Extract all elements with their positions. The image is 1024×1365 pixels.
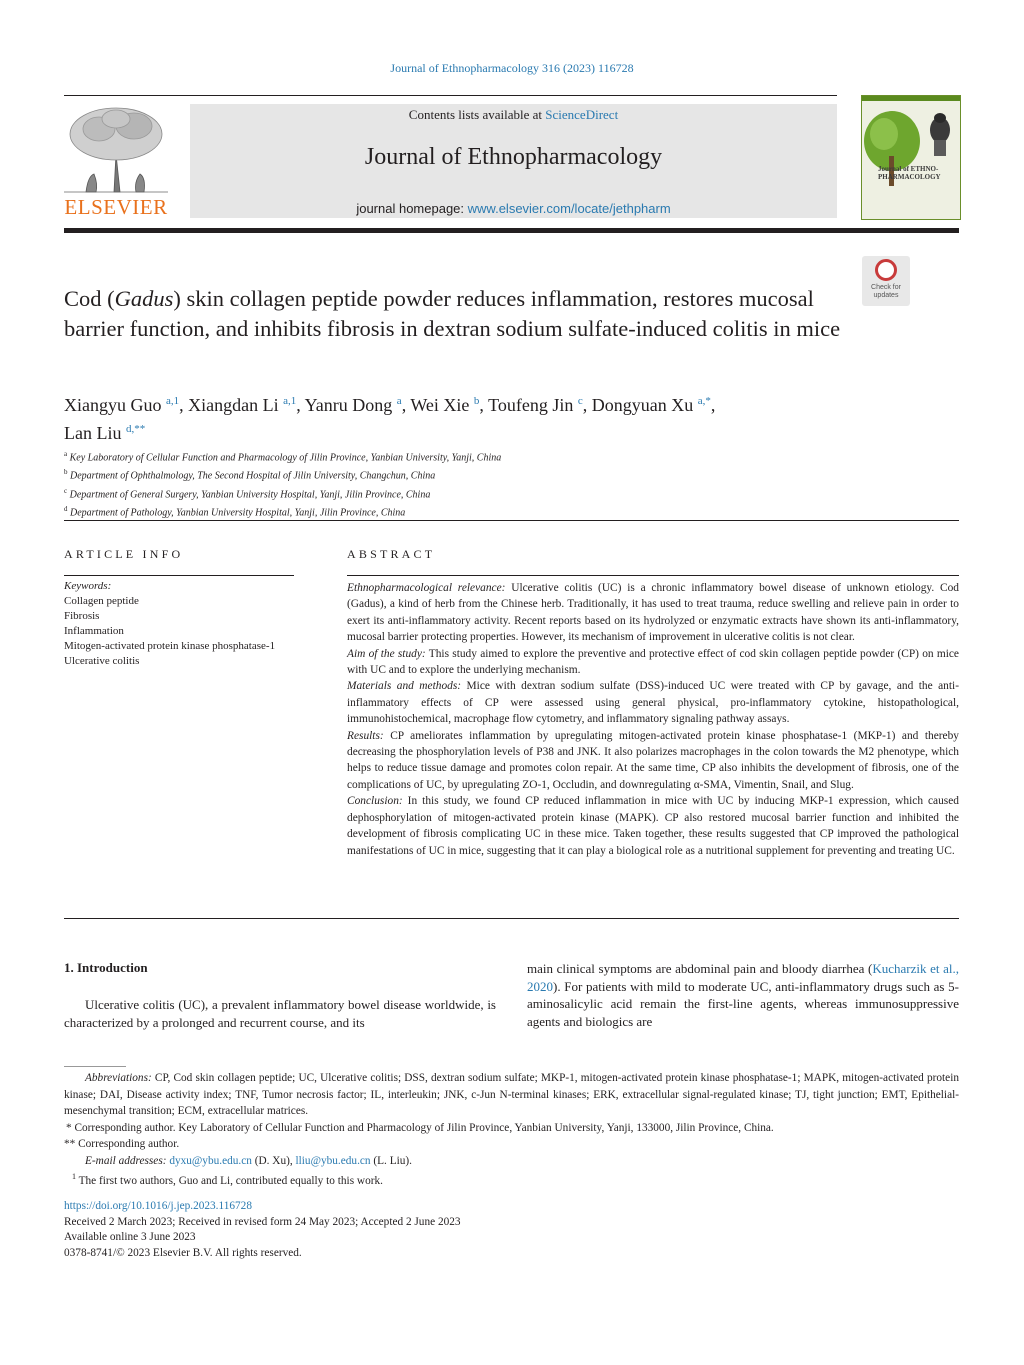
abstract-rule xyxy=(347,575,959,576)
email-link[interactable]: dyxu@ybu.edu.cn xyxy=(169,1154,252,1167)
elsevier-tree-icon xyxy=(64,104,168,194)
abstract-heading: ABSTRACT xyxy=(347,547,436,561)
body-column-left xyxy=(64,996,496,1031)
homepage-prefix: journal homepage: xyxy=(356,201,468,216)
keyword: Mitogen-activated protein kinase phosphatase-1 xyxy=(64,640,276,652)
author-affiliation-mark[interactable]: c xyxy=(577,395,583,407)
author[interactable]: Xiangyu Guo $^{a,1}$, xyxy=(64,395,184,415)
title-part-2: ) skin collagen peptide powder reduces inflammation, restores mucosal barrier function, and inhibits fibrosis in dextran sodium sulfate-induced colitis in mice xyxy=(64,286,841,341)
journal-masthead xyxy=(190,104,837,218)
author[interactable]: Dongyuan Xu $^{a,*}$, xyxy=(591,395,716,415)
homepage-link[interactable]: www.elsevier.com/locate/jethpharm xyxy=(467,201,671,216)
abstract-paragraph: Results: CP ameliorates inflammation by upregulating mitogen-activated protein kinase phosphatase-1 (MKP-1) and thereby decreasing the phosphorylation levels of P38 and JNK. It also polarizes macrophages in the colon towards the M2 phenotype, which helps to reduce tissue damage and promotes colon repair. At the same time, CP also inhibits the development of fibrosis, one of the complications of UC, by upregulating ZO-1, Occludin, and downregulating α-SMA, Vimentin, Snail, and Slug. xyxy=(347,729,959,791)
author-affiliation-mark[interactable]: a,1 xyxy=(166,395,180,407)
corresponding-footnote: ** Corresponding author. xyxy=(64,1138,180,1150)
article-info-rule xyxy=(64,575,294,576)
author-affiliation-mark[interactable]: b xyxy=(473,395,480,407)
check-for-updates-badge[interactable] xyxy=(862,256,910,306)
publication-info xyxy=(64,1199,764,1261)
author[interactable]: Wei Xie $^b$, xyxy=(410,395,484,415)
title-part-1: Cod ( xyxy=(64,286,115,311)
author-affiliation-mark[interactable]: a,* xyxy=(697,395,711,407)
keyword: Fibrosis xyxy=(64,610,100,622)
introduction-heading: 1. Introduction xyxy=(64,960,148,975)
keyword: Ulcerative colitis xyxy=(64,655,140,667)
abstract-label: Conclusion: xyxy=(347,795,403,808)
elsevier-wordmark: ELSEVIER xyxy=(64,195,168,219)
check-updates-label: Check for updates xyxy=(871,284,901,299)
masthead-thick-rule xyxy=(64,228,959,233)
contents-line xyxy=(190,107,837,123)
sciencedirect-link[interactable]: ScienceDirect xyxy=(545,107,619,122)
email-link[interactable]: lliu@ybu.edu.cn xyxy=(295,1154,371,1167)
abstract-body xyxy=(347,580,959,859)
abstract-paragraph: Conclusion: In this study, we found CP reduced inflammation in mice with UC by inducing MKP-1 expression, which caused dephosphorylation of mitogen-activated protein kinase (MAPK). CP also restored mucosal barrier function and inhibited the development of fibrosis complicating UC in these mice. Taken together, these results suggested that CP improved the pathological manifestations of UC in mice, suggesting that it can play a biological role as a nutritional supplement for preventing and treating UC. xyxy=(347,795,959,857)
journal-name: Journal of Ethnopharmacology xyxy=(364,144,663,170)
affiliation: $^b$ Department of Ophthalmology, The Second Hospital of Jilin University, Changchun, China xyxy=(64,468,436,482)
author-affiliation-mark[interactable]: a xyxy=(396,395,402,407)
doi-link[interactable]: https://doi.org/10.1016/j.jep.2023.116728 xyxy=(64,1200,252,1212)
article-info-heading: ARTICLE INFO xyxy=(64,547,184,561)
keyword: Collagen peptide xyxy=(64,595,139,607)
keywords-label: Keywords: xyxy=(64,580,112,592)
email-footnote: E-mail addresses: dyxu@ybu.edu.cn (D. Xu), lliu@ybu.edu.cn (L. Liu). xyxy=(85,1154,412,1167)
author[interactable]: Yanru Dong $^a$, xyxy=(304,395,407,415)
online-date: Available online 3 June 2023 xyxy=(64,1231,196,1243)
abstract-label: Ethnopharmacological relevance: xyxy=(347,582,506,594)
citation-link[interactable]: Kucharzik et al., 2020 xyxy=(527,961,959,994)
abstract-label: Materials and methods: xyxy=(347,680,462,693)
homepage-line xyxy=(190,201,837,216)
footnotes xyxy=(64,1070,959,1189)
header-rule xyxy=(64,95,837,96)
corresponding-footnote: * Corresponding author. Key Laboratory of Cellular Function and Pharmacology of Jilin Province, Yanbian University, Yanji, 133000, Jilin Province, China. xyxy=(66,1121,774,1134)
cover-title: Journal of ETHNO-PHARMACOLOGY xyxy=(878,165,941,181)
author[interactable]: Lan Liu $^{d,**}$ xyxy=(64,423,146,443)
cover-art-icon xyxy=(862,96,960,219)
abstract-label: Results: xyxy=(347,729,384,742)
elsevier-logo[interactable] xyxy=(64,104,168,218)
author-affiliation-mark[interactable]: d,** xyxy=(125,423,146,435)
abstract-paragraph: Materials and methods: Mice with dextran sodium sulfate (DSS)-induced UC were treated with CP by gavage, and the anti-inflammatory effects of CP were assessed using general physical, pro-inflammatory cytokine, histopathological, immunohistochemical, macrophage flow cytometry, and inflammatory signaling pathway assays. xyxy=(347,680,959,726)
author[interactable]: Xiangdan Li $^{a,1}$, xyxy=(188,395,301,415)
abstract-label: Aim of the study: xyxy=(347,647,426,660)
section-rule xyxy=(64,520,959,521)
article-title xyxy=(64,284,854,343)
author[interactable]: Toufeng Jin $^c$, xyxy=(488,395,588,415)
abstract-paragraph: Ethnopharmacological relevance: Ulcerative colitis (UC) is a chronic inflammatory bowel disease of unknown etiology. Cod (Gadus), a kind of herb from the Chinese herb. Traditionally, it has used to treat trauma, reduce swelling and relieve pain in order to exert its anti-inflammatory activity. Recent reports based on its hydrolyzed or enzymatic extracts have shown its anti-inflammatory, mucosal barrier protecting properties. However, its mechanism of improvement in ulcerative colitis is not clear. xyxy=(347,582,959,644)
affiliation: $^d$ Department of Pathology, Yanbian University Hospital, Yanji, Jilin Province, China xyxy=(64,504,406,519)
affiliation: $^c$ Department of General Surgery, Yanbian University Hospital, Yanji, Jilin Province, China xyxy=(64,486,431,500)
affiliations xyxy=(64,447,964,520)
affiliation: $^a$ Key Laboratory of Cellular Function and Pharmacology of Jilin Province, Yanbian University, Yanji, China xyxy=(64,450,502,464)
author-list xyxy=(64,389,944,445)
equal-contribution-footnote: $^1$ The first two authors, Guo and Li, contributed equally to this work. xyxy=(72,1172,383,1187)
body-column-right xyxy=(527,960,959,1030)
intro-paragraph: Ulcerative colitis (UC), a prevalent inflammatory bowel disease worldwide, is characterized by a prolonged and recurrent course, and its xyxy=(64,997,496,1030)
abstract-paragraph: Aim of the study: This study aimed to explore the preventive and protective effect of cod skin collagen peptide powder (CP) on mice with UC and to explore the underlying mechanism. xyxy=(347,647,959,677)
journal-cover[interactable] xyxy=(861,95,961,220)
journal-reference[interactable]: Journal of Ethnopharmacology 316 (2023) 116728 xyxy=(390,61,634,75)
author-affiliation-mark[interactable]: a,1 xyxy=(283,395,297,407)
intro-paragraph-continued: main clinical symptoms are abdominal pain and bloody diarrhea (Kucharzik et al., 2020). For patients with mild to moderate UC, anti-inflammatory drugs such as 5-aminosalicylic acid remain the first-line agents, whereas immunosuppressive agents and biologics are xyxy=(527,961,959,1029)
crossmark-icon xyxy=(875,259,897,281)
contents-prefix: Contents lists available at xyxy=(408,107,546,122)
footnote-rule xyxy=(64,1066,126,1067)
abstract-end-rule xyxy=(64,918,959,919)
received-dates: Received 2 March 2023; Received in revised form 24 May 2023; Accepted 2 June 2023 xyxy=(64,1215,461,1228)
copyright: 0378-8741/© 2023 Elsevier B.V. All rights reserved. xyxy=(64,1246,302,1259)
keywords-block xyxy=(64,579,296,669)
title-genus: Gadus xyxy=(114,286,174,311)
keyword: Inflammation xyxy=(64,625,124,637)
abbreviations-footnote: Abbreviations: CP, Cod skin collagen peptide; UC, Ulcerative colitis; DSS, dextran sodium sulfate; MKP-1, mitogen-activated protein kinase phosphatase-1; MAPK, mitogen-activated protein kinase; DAI, Disease activity index; TNF, Tumor necrosis factor; IL, interleukin; JNK, c-Jun N-terminal kinases; ERK, extracellular signal-regulated kinase; TJ, tight junction; EMT, Epithelial-mesenchymal transition; ECM, extracellular matrices. xyxy=(64,1072,959,1117)
